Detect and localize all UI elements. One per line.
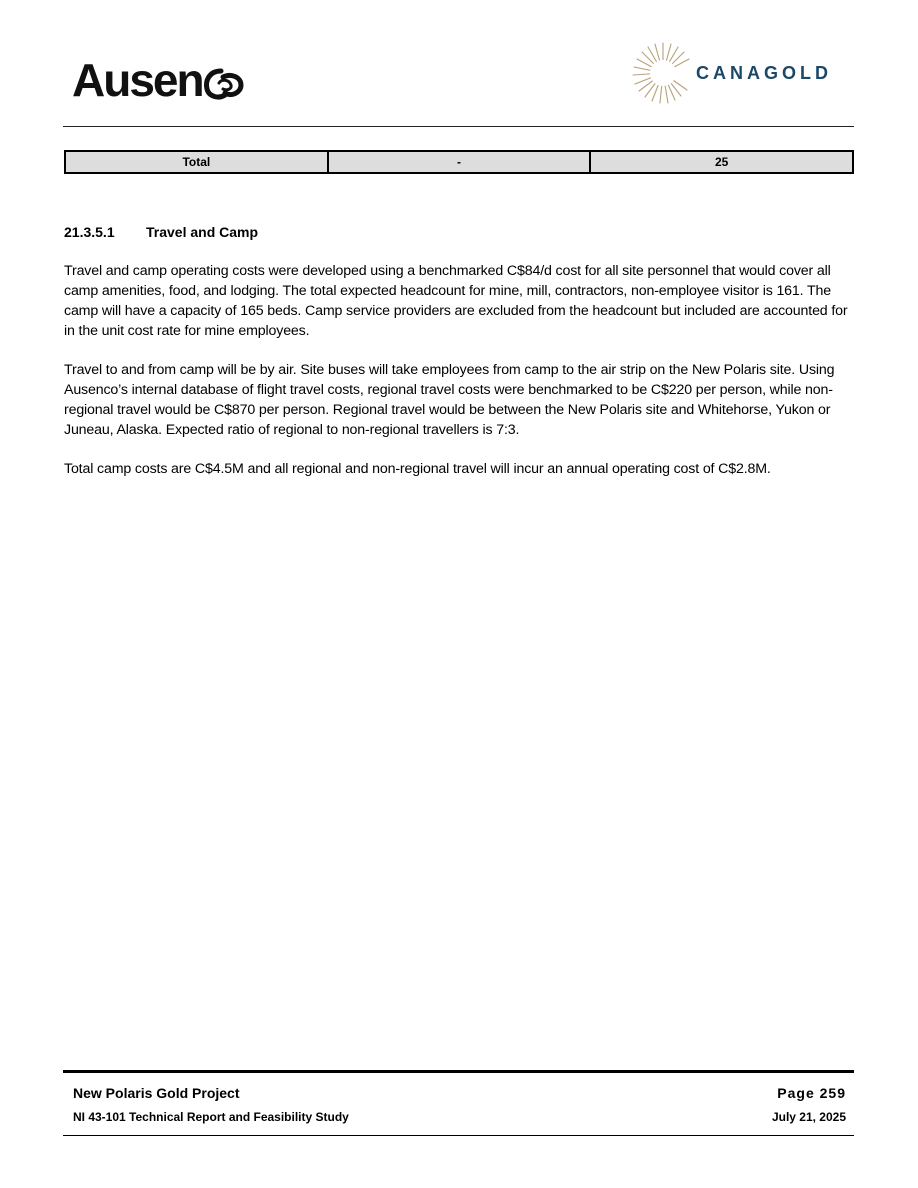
table-cell-label: Total bbox=[65, 151, 328, 173]
footer-divider-bottom bbox=[63, 1135, 854, 1136]
footer-report-title: NI 43-101 Technical Report and Feasibility Study bbox=[73, 1110, 349, 1124]
footer-project-title: New Polaris Gold Project bbox=[73, 1085, 240, 1101]
total-table bbox=[64, 150, 854, 174]
section-number: 21.3.5.1 bbox=[64, 224, 115, 240]
paragraph-totals: Total camp costs are C$4.5M and all regional and non-regional travel will incur an annual operating cost of C$2.8M. bbox=[64, 461, 771, 477]
table-row bbox=[65, 151, 853, 173]
ausenco-swirl-icon bbox=[201, 63, 245, 103]
footer-page-number: Page 259 bbox=[777, 1085, 846, 1101]
paragraph-camp-costs: Travel and camp operating costs were developed using a benchmarked C$84/d cost for all site personnel that would cover all camp amenities, food, and lodging. The total expected headcount for mine, mill, contractors, non-employee visitor is 161. The camp will have a capacity of 165 beds. Camp service providers are excluded from the headcount but included are accounted for in the unit cost rate for mine employees. bbox=[64, 263, 848, 339]
paragraph-travel: Travel to and from camp will be by air. Site buses will take employees from camp to the air strip on the New Polaris site. Using Ausenco’s internal database of flight travel costs, regional travel costs were benchmarked to be C$220 per person, while non-regional travel would be C$870 per person. Regional travel would be between the New Polaris site and Whitehorse, Yukon or Juneau, Alaska. Expected ratio of regional to non-regional travellers is 7:3. bbox=[64, 362, 835, 438]
canagold-logo bbox=[632, 42, 832, 104]
footer-divider-top bbox=[63, 1070, 854, 1073]
section-title: Travel and Camp bbox=[146, 224, 259, 240]
section-heading bbox=[64, 224, 258, 240]
canagold-sun-icon bbox=[632, 42, 694, 104]
canagold-wordmark: CANAGOLD bbox=[696, 62, 832, 83]
footer-date: July 21, 2025 bbox=[771, 1110, 846, 1124]
ausenco-wordmark: Ausen bbox=[72, 54, 203, 106]
table-cell-dash: - bbox=[328, 151, 591, 173]
header-divider bbox=[63, 126, 854, 127]
table-cell-value: 25 bbox=[590, 151, 853, 173]
ausenco-logo bbox=[72, 56, 245, 104]
